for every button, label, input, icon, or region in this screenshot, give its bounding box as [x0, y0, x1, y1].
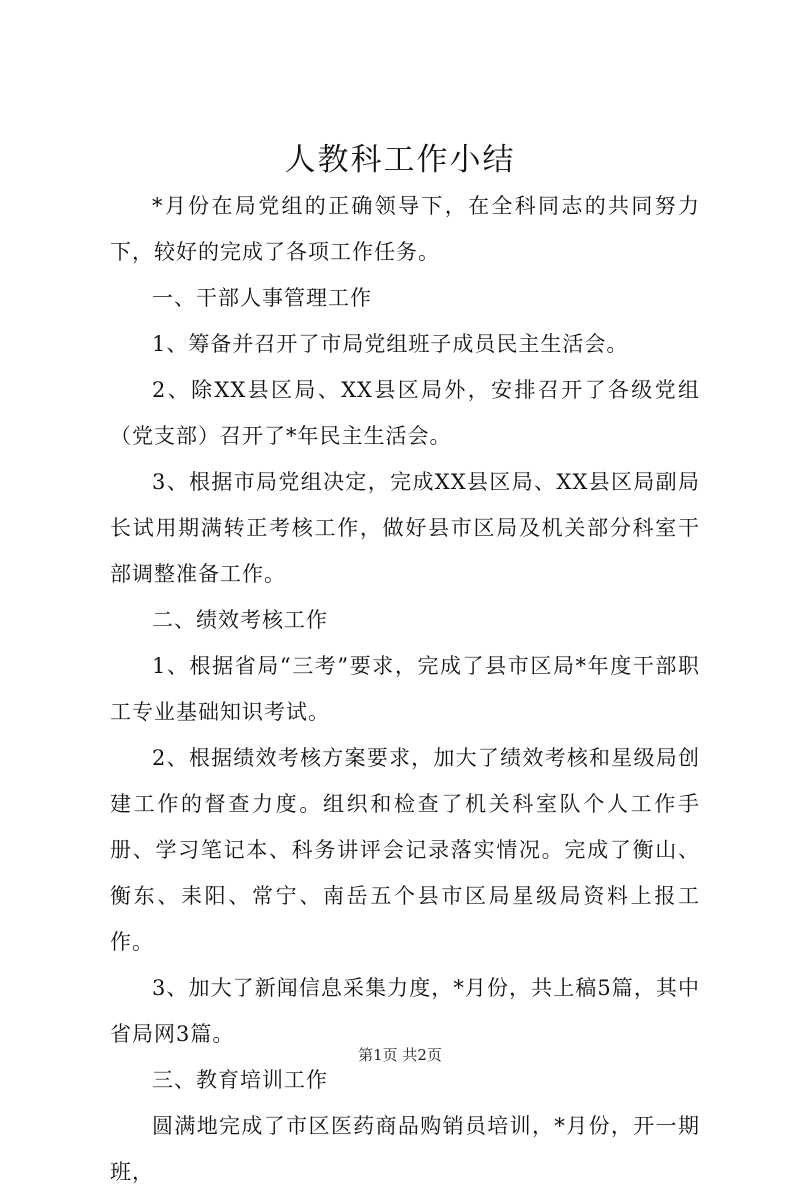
personnel-item-1: 1、筹备并召开了市局党组班子成员民主生活会。 — [152, 332, 629, 356]
section-heading-training: 三、教育培训工作 — [152, 1068, 328, 1092]
performance-item-2: 2、根据绩效考核方案要求，加大了绩效考核和星级局创建工作的督查力度。组织和检查了机关科室队个人工作手册、学习笔记本、科务讲评会记录落实情况。完成了衡山、衡东、耒阳、常宁、南岳五个县市区局星级局资料上报工作。 — [110, 746, 700, 954]
personnel-item-2: 2、除XX县区局、XX县区局外，安排召开了各级党组（党支部）召开了*年民主生活会。 — [110, 378, 700, 448]
training-paragraph: 圆满地完成了市区医药商品购销员培训，*月份，开一期班， — [110, 1114, 700, 1184]
personnel-item-3: 3、根据市局党组决定，完成XX县区局、XX县区局副局长试用期满转正考核工作，做好县市区局及机关部分科室干部调整准备工作。 — [110, 470, 700, 586]
intro-paragraph: *月份在局党组的正确领导下，在全科同志的共同努力下，较好的完成了各项工作任务。 — [110, 194, 700, 264]
document-title: 人教科工作小结 — [284, 142, 516, 178]
performance-item-3: 3、加大了新闻信息采集力度，*月份，共上稿5篇，其中省局网3篇。 — [110, 976, 700, 1046]
section-heading-performance: 二、绩效考核工作 — [152, 608, 328, 632]
performance-item-1: 1、根据省局“三考”要求，完成了县市区局*年度干部职工专业基础知识考试。 — [110, 654, 700, 724]
page-footer: 第1页 共2页 — [358, 1046, 442, 1064]
section-heading-personnel: 一、干部人事管理工作 — [152, 286, 372, 310]
